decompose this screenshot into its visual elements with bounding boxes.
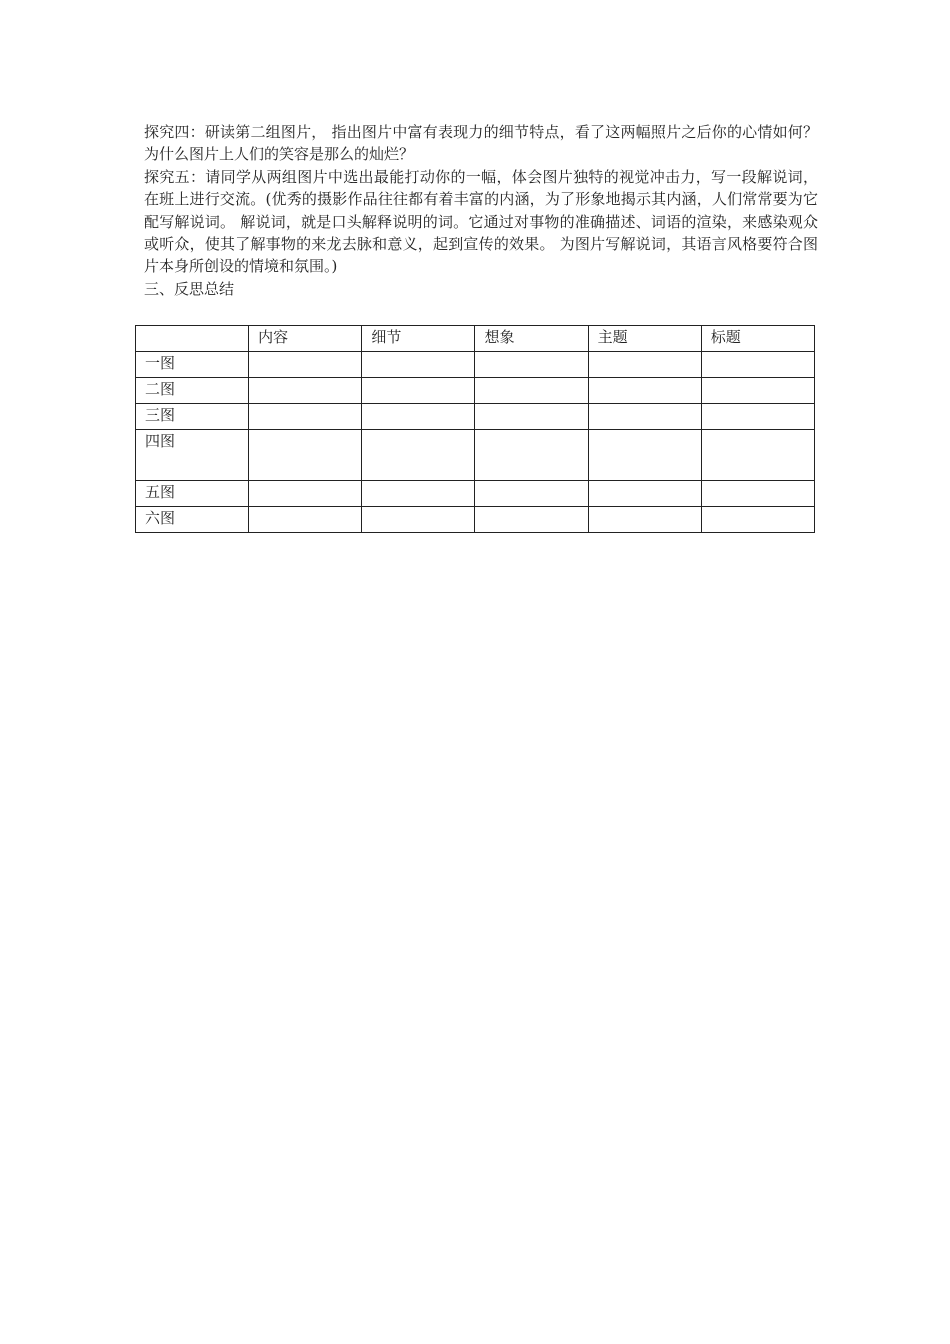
- empty-cell: [588, 481, 701, 507]
- empty-cell: [588, 430, 701, 481]
- empty-cell: [362, 404, 475, 430]
- row-label: 一图: [136, 352, 249, 378]
- empty-cell: [701, 507, 814, 533]
- table-row: [136, 507, 815, 533]
- paragraph-explore-four: 探究四：研读第二组图片， 指出图片中富有表现力的细节特点，看了这两幅照片之后你的心情如何？为什么图片上人们的笑容是那么的灿烂？: [144, 123, 818, 164]
- table-row: [136, 352, 815, 378]
- empty-cell: [362, 378, 475, 404]
- empty-cell: [588, 378, 701, 404]
- empty-cell: [701, 430, 814, 481]
- row-label: 六图: [136, 507, 249, 533]
- header-cell-theme: 主题: [588, 326, 701, 352]
- row-label: 五图: [136, 481, 249, 507]
- empty-cell: [362, 481, 475, 507]
- header-cell-blank: [136, 326, 249, 352]
- empty-cell: [249, 507, 362, 533]
- empty-cell: [475, 352, 588, 378]
- empty-cell: [249, 481, 362, 507]
- empty-cell: [588, 352, 701, 378]
- empty-cell: [249, 404, 362, 430]
- table-header-row: [136, 326, 815, 352]
- row-label: 二图: [136, 378, 249, 404]
- empty-cell: [475, 404, 588, 430]
- empty-cell: [362, 352, 475, 378]
- document-body: [144, 121, 818, 300]
- empty-cell: [475, 430, 588, 481]
- section-heading: 三、反思总结: [144, 279, 235, 298]
- empty-cell: [249, 378, 362, 404]
- table-row: [136, 481, 815, 507]
- table-row: [136, 430, 815, 481]
- empty-cell: [249, 352, 362, 378]
- table-row: [136, 378, 815, 404]
- empty-cell: [701, 404, 814, 430]
- empty-cell: [701, 481, 814, 507]
- header-cell-detail: 细节: [362, 326, 475, 352]
- empty-cell: [701, 352, 814, 378]
- empty-cell: [588, 404, 701, 430]
- header-cell-imagination: 想象: [475, 326, 588, 352]
- row-label: 三图: [136, 404, 249, 430]
- row-label: 四图: [136, 430, 249, 481]
- header-cell-title: 标题: [701, 326, 814, 352]
- table-row: [136, 404, 815, 430]
- empty-cell: [362, 430, 475, 481]
- empty-cell: [588, 507, 701, 533]
- empty-cell: [475, 507, 588, 533]
- empty-cell: [475, 378, 588, 404]
- header-cell-content: 内容: [249, 326, 362, 352]
- reflection-summary-table: [135, 325, 815, 533]
- empty-cell: [249, 430, 362, 481]
- empty-cell: [362, 507, 475, 533]
- paragraph-explore-five: 探究五：请同学从两组图片中选出最能打动你的一幅，体会图片独特的视觉冲击力，写一段解说词，在班上进行交流。(优秀的摄影作品往往都有着丰富的内涵，为了形象地揭示其内涵，人们常常要为它配写解说词。 解说词，就是口头解释说明的词。它通过对事物的准确描述、词语的渲染，来感染观众或听众，使其了解事物的来龙去脉和意义，起到宣传的效果。 为图片写解说词，其语言风格要符合图片本身所创设的情境和氛围。): [144, 167, 818, 276]
- empty-cell: [701, 378, 814, 404]
- empty-cell: [475, 481, 588, 507]
